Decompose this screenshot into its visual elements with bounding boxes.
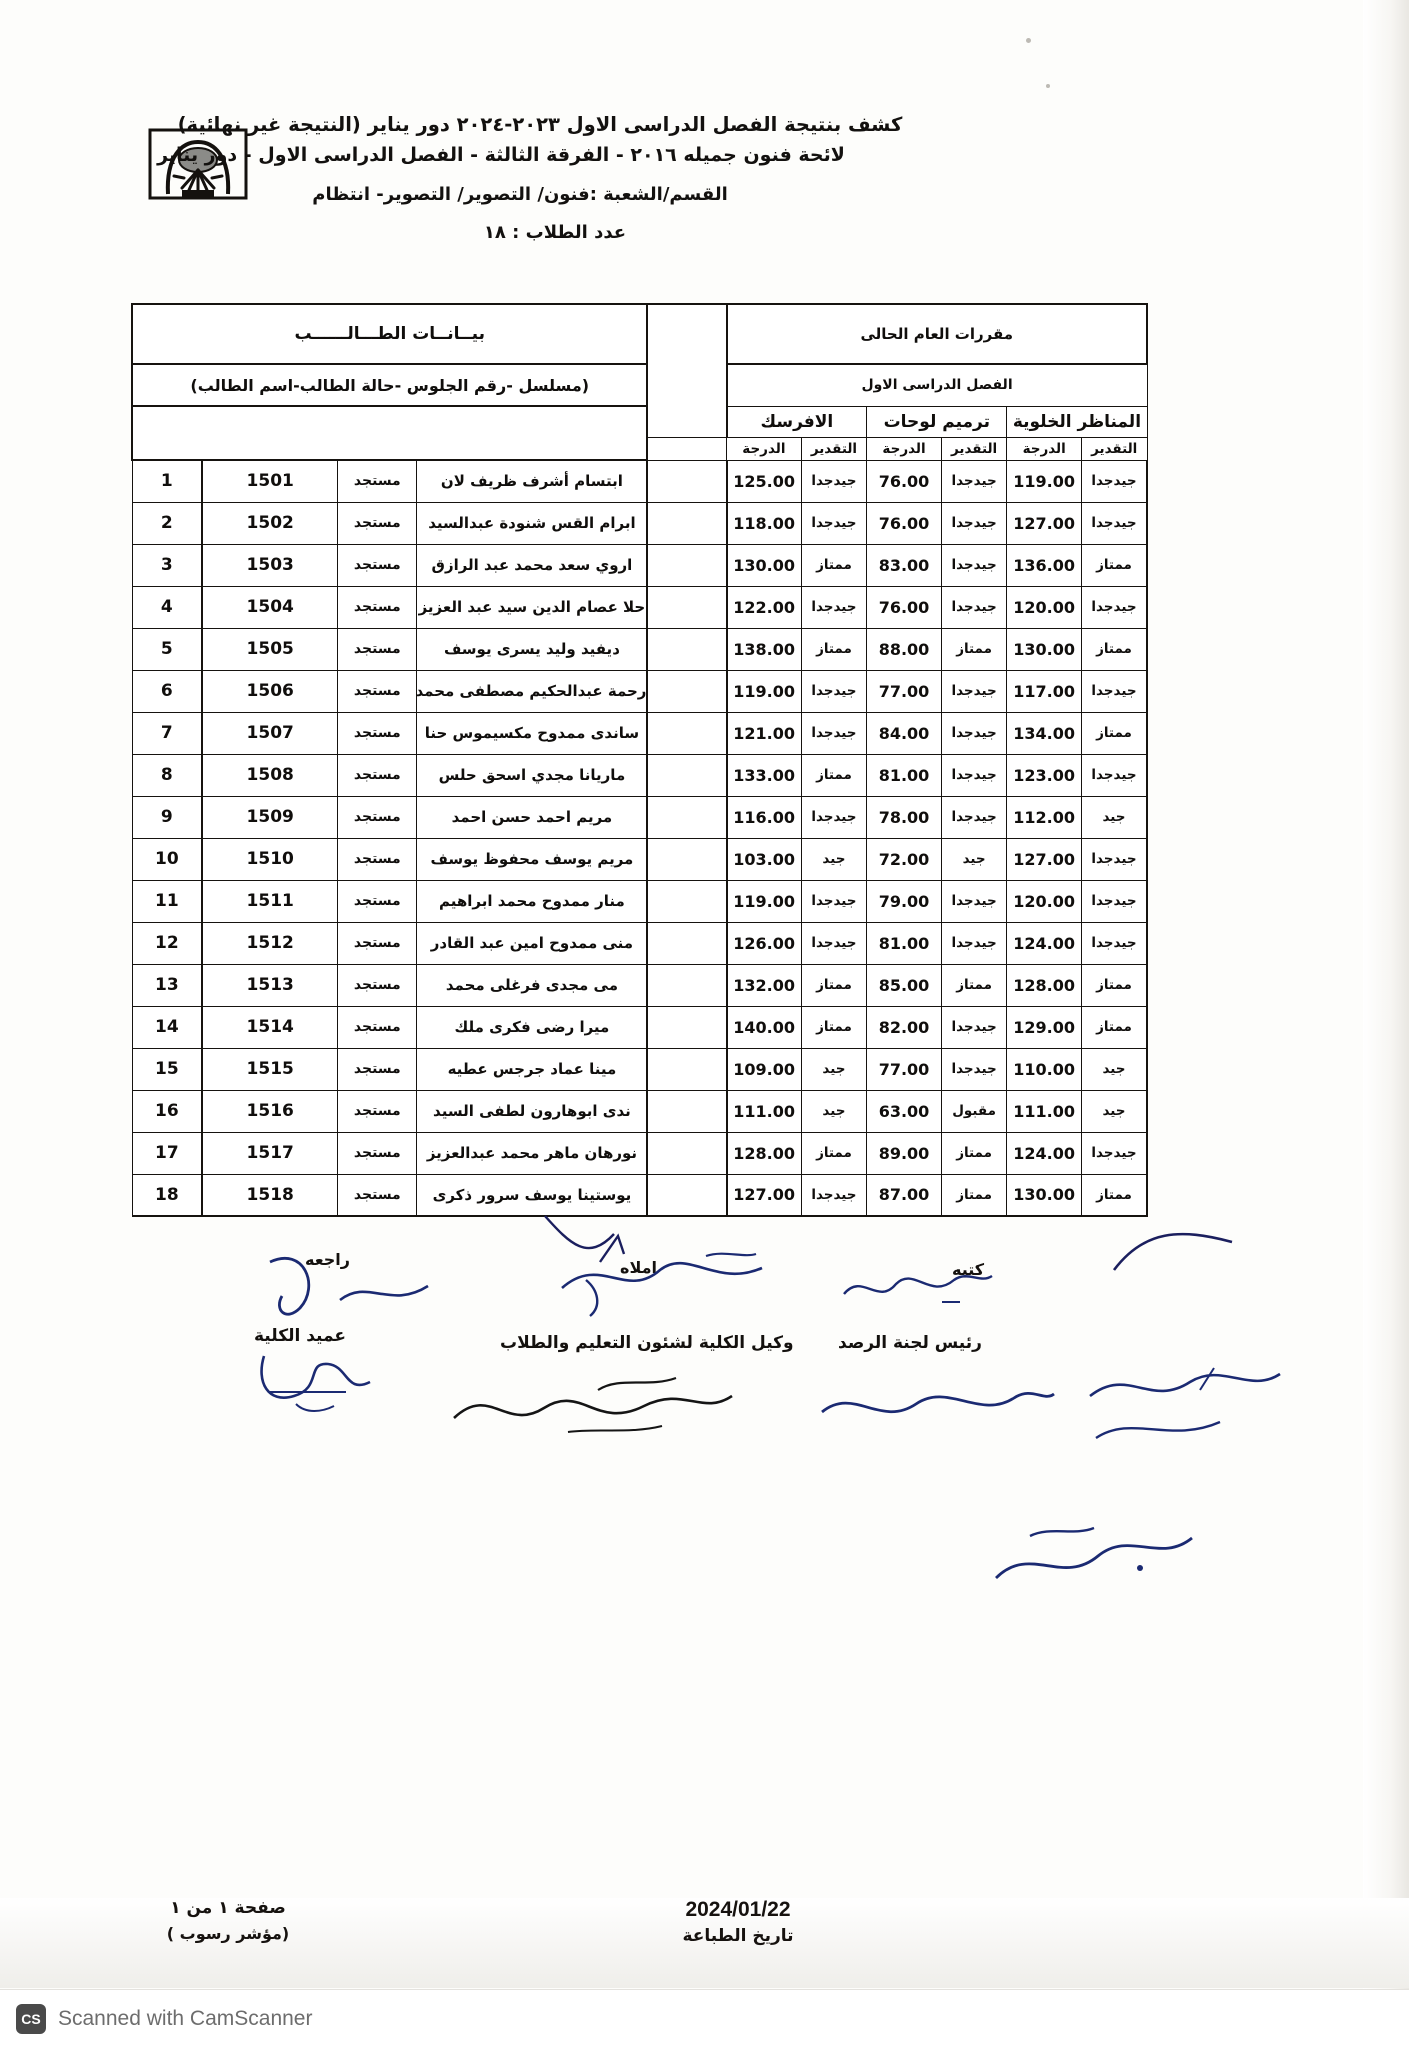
cell-grade-course3: جيد <box>801 1090 867 1132</box>
cell-grade-course2: ممتاز <box>941 964 1007 1006</box>
cell-grade-course3: جيد <box>801 1048 867 1090</box>
cell-grade-course1: جيدجدا <box>1081 460 1147 502</box>
document-header <box>0 112 1120 246</box>
cell-degree-course3: 130.00 <box>727 544 802 586</box>
cell-degree-course2: 87.00 <box>867 1174 942 1216</box>
scan-speck <box>1026 38 1031 43</box>
cell-grade-course2: ممتاز <box>941 1174 1007 1216</box>
cell-grade-course2: جيدجدا <box>941 712 1007 754</box>
cell-grade-course2: جيدجدا <box>941 544 1007 586</box>
header-spacer <box>647 304 726 437</box>
cell-degree-course2: 81.00 <box>867 754 942 796</box>
print-date-value: 2024/01/22 <box>685 1898 791 1921</box>
cell-seat-number: 1514 <box>202 1006 338 1048</box>
table-row <box>132 1090 1147 1132</box>
cell-spacer <box>647 1174 726 1216</box>
course-header-3: الافرسك <box>727 406 867 437</box>
cell-student-status: مستجد <box>338 754 417 796</box>
cell-student-name: مى مجدى فرغلى محمد <box>417 964 648 1006</box>
cell-grade-course1: جيد <box>1081 1090 1147 1132</box>
cell-student-name: مينا عماد جرجس عطيه <box>417 1048 648 1090</box>
cell-degree-course2: 84.00 <box>867 712 942 754</box>
cell-student-name: يوستينا يوسف سرور ذكرى <box>417 1174 648 1216</box>
signature-committee-head <box>580 1272 620 1322</box>
signature-label-committee-head: رئيس لجنة الرصد <box>838 1333 982 1353</box>
cell-degree-course1: 129.00 <box>1007 1006 1082 1048</box>
cell-grade-course2: جيدجدا <box>941 670 1007 712</box>
cell-seat-number: 1506 <box>202 670 338 712</box>
cell-row-index: 5 <box>132 628 202 670</box>
cell-grade-course2: مقبول <box>941 1090 1007 1132</box>
cell-grade-course1: جيدجدا <box>1081 754 1147 796</box>
cell-seat-number: 1505 <box>202 628 338 670</box>
course-header-2: ترميم لوحات <box>867 406 1007 437</box>
cell-seat-number: 1508 <box>202 754 338 796</box>
cell-student-name: ابرام القس شنودة عبدالسيد <box>417 502 648 544</box>
cell-degree-course3: 126.00 <box>727 922 802 964</box>
table-row <box>132 796 1147 838</box>
cell-grade-course1: جيدجدا <box>1081 502 1147 544</box>
cell-seat-number: 1510 <box>202 838 338 880</box>
cell-grade-course2: جيدجدا <box>941 502 1007 544</box>
cell-degree-course2: 76.00 <box>867 502 942 544</box>
cell-row-index: 4 <box>132 586 202 628</box>
cell-student-name: منار ممدوح محمد ابراهيم <box>417 880 648 922</box>
cell-grade-course3: ممتاز <box>801 964 867 1006</box>
group-header: مقررات العام الحالى <box>727 304 1147 364</box>
cell-spacer <box>647 1048 726 1090</box>
cell-seat-number: 1516 <box>202 1090 338 1132</box>
cell-row-index: 18 <box>132 1174 202 1216</box>
table-row <box>132 628 1147 670</box>
ink-annotation-right <box>1080 1360 1290 1470</box>
cell-seat-number: 1509 <box>202 796 338 838</box>
scan-speck <box>1046 84 1050 88</box>
signature-written-by <box>556 1248 796 1308</box>
cell-spacer <box>647 670 726 712</box>
cell-degree-course1: 130.00 <box>1007 628 1082 670</box>
cell-row-index: 2 <box>132 502 202 544</box>
cell-student-status: مستجد <box>338 628 417 670</box>
cell-degree-course3: 119.00 <box>727 670 802 712</box>
cell-spacer <box>647 838 726 880</box>
cell-degree-course3: 121.00 <box>727 712 802 754</box>
cell-grade-course1: ممتاز <box>1081 712 1147 754</box>
cell-degree-course1: 110.00 <box>1007 1048 1082 1090</box>
cell-student-name: ساندى ممدوح مكسيموس حنا <box>417 712 648 754</box>
ink-mark-stroke <box>1110 1228 1240 1288</box>
cell-spacer <box>647 1006 726 1048</box>
table-row <box>132 922 1147 964</box>
cell-student-status: مستجد <box>338 586 417 628</box>
cell-degree-course3: 103.00 <box>727 838 802 880</box>
table-row <box>132 1174 1147 1216</box>
cell-seat-number: 1517 <box>202 1132 338 1174</box>
cell-degree-course2: 76.00 <box>867 460 942 502</box>
cell-degree-course3: 138.00 <box>727 628 802 670</box>
cell-spacer <box>647 460 726 502</box>
cell-degree-course2: 85.00 <box>867 964 942 1006</box>
cell-student-status: مستجد <box>338 880 417 922</box>
cell-spacer <box>647 1132 726 1174</box>
cell-degree-course1: 136.00 <box>1007 544 1082 586</box>
cell-student-name: حلا عصام الدين سيد عبد العزيز <box>417 586 648 628</box>
cell-grade-course1: جيد <box>1081 796 1147 838</box>
cell-grade-course2: جيدجدا <box>941 460 1007 502</box>
cell-row-index: 7 <box>132 712 202 754</box>
table-row <box>132 880 1147 922</box>
scan-shadow-right <box>1363 0 1409 2048</box>
results-table-body <box>132 460 1147 1216</box>
cell-grade-course1: ممتاز <box>1081 1006 1147 1048</box>
table-row <box>132 586 1147 628</box>
cell-student-name: مريم احمد حسن احمد <box>417 796 648 838</box>
cell-grade-course2: جيدجدا <box>941 586 1007 628</box>
camscanner-logo-icon: CS <box>16 2004 46 2034</box>
cell-grade-course1: جيد <box>1081 1048 1147 1090</box>
cell-degree-course2: 82.00 <box>867 1006 942 1048</box>
table-row <box>132 1132 1147 1174</box>
cell-degree-course1: 111.00 <box>1007 1090 1082 1132</box>
cell-degree-course2: 72.00 <box>867 838 942 880</box>
cell-grade-course3: جيدجدا <box>801 586 867 628</box>
cell-degree-course1: 119.00 <box>1007 460 1082 502</box>
cell-student-status: مستجد <box>338 670 417 712</box>
cell-student-name: ندى ابوهارون لطفى السيد <box>417 1090 648 1132</box>
cell-grade-course3: ممتاز <box>801 628 867 670</box>
course-header-1: المناظر الخلوية <box>1007 406 1147 437</box>
cell-spacer <box>647 586 726 628</box>
student-count-line: عدد الطلاب : ١٨ <box>483 222 627 243</box>
cell-spacer <box>647 754 726 796</box>
cell-student-status: مستجد <box>338 712 417 754</box>
signature-label-reviewed-by: راجعه <box>305 1250 350 1269</box>
cell-degree-course1: 124.00 <box>1007 1132 1082 1174</box>
cell-seat-number: 1518 <box>202 1174 338 1216</box>
cell-student-name: رحمة عبدالحكيم مصطفى محمد <box>417 670 648 712</box>
cell-degree-course1: 117.00 <box>1007 670 1082 712</box>
table-row <box>132 712 1147 754</box>
cell-grade-course3: جيدجدا <box>801 712 867 754</box>
cell-degree-course2: 81.00 <box>867 922 942 964</box>
cell-grade-course2: جيدجدا <box>941 754 1007 796</box>
cell-degree-course1: 124.00 <box>1007 922 1082 964</box>
cell-row-index: 16 <box>132 1090 202 1132</box>
signature-vice-dean <box>448 1366 738 1446</box>
cell-row-index: 13 <box>132 964 202 1006</box>
cell-row-index: 12 <box>132 922 202 964</box>
signature-label-written-by: كتبه <box>952 1260 985 1279</box>
cell-row-index: 1 <box>132 460 202 502</box>
cell-student-name: اروي سعد محمد عبد الرازق <box>417 544 648 586</box>
cell-student-name: منى ممدوح امين عبد القادر <box>417 922 648 964</box>
cell-degree-course1: 134.00 <box>1007 712 1082 754</box>
cell-grade-course1: ممتاز <box>1081 628 1147 670</box>
cell-spacer <box>647 712 726 754</box>
signature-reviewed-by <box>260 1252 460 1322</box>
print-date-block <box>628 1898 848 1946</box>
student-header-line1: بيــانــات الطـــالــــــب <box>132 304 647 364</box>
camscanner-label: Scanned with CamScanner <box>58 2007 313 2030</box>
cell-grade-course2: ممتاز <box>941 1132 1007 1174</box>
cell-seat-number: 1513 <box>202 964 338 1006</box>
cell-row-index: 15 <box>132 1048 202 1090</box>
cell-grade-course1: ممتاز <box>1081 1174 1147 1216</box>
cell-grade-course1: ممتاز <box>1081 544 1147 586</box>
cell-row-index: 8 <box>132 754 202 796</box>
cell-seat-number: 1515 <box>202 1048 338 1090</box>
cell-grade-course2: جيدجدا <box>941 880 1007 922</box>
cell-student-name: نورهان ماهر محمد عبدالعزيز <box>417 1132 648 1174</box>
cell-student-status: مستجد <box>338 1132 417 1174</box>
cell-row-index: 10 <box>132 838 202 880</box>
table-row <box>132 460 1147 502</box>
degree-label-1: الدرجة <box>1007 437 1082 460</box>
table-row <box>132 1006 1147 1048</box>
cell-row-index: 6 <box>132 670 202 712</box>
cell-degree-course1: 120.00 <box>1007 880 1082 922</box>
header-title-line1: كشف بنتيجة الفصل الدراسى الاول ٢٠٢٣-٢٠٢٤ دور يناير (النتيجة غير نهائية) <box>177 113 903 136</box>
degree-label-2: الدرجة <box>867 437 942 460</box>
cell-row-index: 11 <box>132 880 202 922</box>
cell-seat-number: 1503 <box>202 544 338 586</box>
table-row <box>132 964 1147 1006</box>
cell-seat-number: 1502 <box>202 502 338 544</box>
degree-label-3: الدرجة <box>727 437 802 460</box>
cell-student-name: ماريانا مجدي اسحق حلس <box>417 754 648 796</box>
cell-degree-course1: 112.00 <box>1007 796 1082 838</box>
cell-degree-course1: 128.00 <box>1007 964 1082 1006</box>
cell-grade-course2: ممتاز <box>941 628 1007 670</box>
cell-student-status: مستجد <box>338 1174 417 1216</box>
cell-student-name: ديفيد وليد يسرى يوسف <box>417 628 648 670</box>
cell-row-index: 17 <box>132 1132 202 1174</box>
cell-grade-course3: ممتاز <box>801 754 867 796</box>
cell-student-name: مريم يوسف محفوظ يوسف <box>417 838 648 880</box>
cell-grade-course1: جيدجدا <box>1081 586 1147 628</box>
department-line: القسم/الشعبة :فنون/ التصوير/ التصوير- انتظام <box>312 184 728 205</box>
cell-spacer <box>647 544 726 586</box>
cell-degree-course3: 118.00 <box>727 502 802 544</box>
cell-grade-course1: جيدجدا <box>1081 670 1147 712</box>
cell-student-name: ابتسام أشرف ظريف لان <box>417 460 648 502</box>
cell-student-status: مستجد <box>338 502 417 544</box>
table-row <box>132 670 1147 712</box>
cell-spacer <box>647 880 726 922</box>
cell-student-status: مستجد <box>338 1090 417 1132</box>
cell-grade-course3: جيدجدا <box>801 460 867 502</box>
cell-degree-course1: 127.00 <box>1007 502 1082 544</box>
cell-row-index: 9 <box>132 796 202 838</box>
cell-spacer <box>647 1090 726 1132</box>
cell-degree-course1: 120.00 <box>1007 586 1082 628</box>
group-subheader: الفصل الدراسى الاول <box>727 364 1147 406</box>
cell-degree-course3: 132.00 <box>727 964 802 1006</box>
results-table <box>131 303 1148 1217</box>
cell-grade-course1: جيدجدا <box>1081 1132 1147 1174</box>
cell-grade-course3: ممتاز <box>801 1006 867 1048</box>
cell-grade-course3: جيدجدا <box>801 880 867 922</box>
cell-seat-number: 1512 <box>202 922 338 964</box>
cell-row-index: 14 <box>132 1006 202 1048</box>
signature-label-dictated-by: املاه <box>620 1258 657 1277</box>
table-row <box>132 502 1147 544</box>
signature-label-vice-dean: وكيل الكلية لشئون التعليم والطلاب <box>500 1333 794 1353</box>
cell-grade-course1: ممتاز <box>1081 964 1147 1006</box>
cell-degree-course3: 119.00 <box>727 880 802 922</box>
grade-label-1: التقدير <box>1081 437 1147 460</box>
cell-grade-course1: جيدجدا <box>1081 922 1147 964</box>
cell-degree-course3: 109.00 <box>727 1048 802 1090</box>
cell-degree-course1: 130.00 <box>1007 1174 1082 1216</box>
student-header-blank <box>132 406 647 460</box>
cell-grade-course3: جيدجدا <box>801 502 867 544</box>
table-row <box>132 838 1147 880</box>
cell-degree-course2: 88.00 <box>867 628 942 670</box>
table-row <box>132 754 1147 796</box>
cell-degree-course2: 89.00 <box>867 1132 942 1174</box>
cell-grade-course2: جيد <box>941 838 1007 880</box>
cell-grade-course3: جيد <box>801 838 867 880</box>
cell-spacer <box>647 796 726 838</box>
cell-grade-course1: جيدجدا <box>1081 838 1147 880</box>
cell-student-status: مستجد <box>338 544 417 586</box>
page-label: صفحة ١ من ١ <box>170 1898 286 1918</box>
cell-spacer <box>647 964 726 1006</box>
cell-grade-course3: ممتاز <box>801 544 867 586</box>
cell-student-status: مستجد <box>338 796 417 838</box>
cell-grade-course2: جيدجدا <box>941 1006 1007 1048</box>
cell-grade-course3: جيدجدا <box>801 796 867 838</box>
signature-dean <box>250 1348 400 1418</box>
ink-annotation-lower <box>990 1520 1200 1600</box>
cell-grade-course2: جيدجدا <box>941 1048 1007 1090</box>
cell-seat-number: 1504 <box>202 586 338 628</box>
cell-degree-course2: 76.00 <box>867 586 942 628</box>
cell-student-status: مستجد <box>338 838 417 880</box>
cell-degree-course3: 125.00 <box>727 460 802 502</box>
cell-grade-course3: جيدجدا <box>801 922 867 964</box>
grade-label-3: التقدير <box>801 437 867 460</box>
cell-student-status: مستجد <box>338 460 417 502</box>
cell-spacer <box>647 502 726 544</box>
header-spacer-2 <box>647 437 726 460</box>
cell-degree-course2: 77.00 <box>867 1048 942 1090</box>
cell-spacer <box>647 628 726 670</box>
header-title-line2: لائحة فنون جميله ٢٠١٦ - الفرقة الثالثة - الفصل الدراسى الاول - دور يناير <box>157 144 845 166</box>
cell-row-index: 3 <box>132 544 202 586</box>
cell-degree-course3: 116.00 <box>727 796 802 838</box>
cell-student-status: مستجد <box>338 964 417 1006</box>
camscanner-watermark-bar <box>0 1989 1409 2048</box>
cell-degree-course3: 133.00 <box>727 754 802 796</box>
cell-degree-course3: 140.00 <box>727 1006 802 1048</box>
cell-grade-course2: جيدجدا <box>941 796 1007 838</box>
cell-degree-course1: 127.00 <box>1007 838 1082 880</box>
cell-grade-course3: جيدجدا <box>801 1174 867 1216</box>
cell-grade-course3: جيدجدا <box>801 670 867 712</box>
table-row <box>132 1048 1147 1090</box>
table-row <box>132 544 1147 586</box>
print-date-label: تاريخ الطباعة <box>682 1926 794 1946</box>
cell-student-status: مستجد <box>338 922 417 964</box>
cell-student-name: ميرا رضى فكرى ملك <box>417 1006 648 1048</box>
cell-degree-course2: 77.00 <box>867 670 942 712</box>
cell-degree-course2: 63.00 <box>867 1090 942 1132</box>
signature-label-dean: عميد الكلية <box>254 1326 346 1346</box>
cell-degree-course3: 111.00 <box>727 1090 802 1132</box>
cell-seat-number: 1507 <box>202 712 338 754</box>
cell-grade-course3: ممتاز <box>801 1132 867 1174</box>
cell-student-status: مستجد <box>338 1006 417 1048</box>
cell-grade-course1: جيدجدا <box>1081 880 1147 922</box>
grade-label-2: التقدير <box>941 437 1007 460</box>
cell-degree-course3: 128.00 <box>727 1132 802 1174</box>
cell-degree-course3: 122.00 <box>727 586 802 628</box>
cell-degree-course2: 83.00 <box>867 544 942 586</box>
signature-stamp-line <box>818 1372 1058 1442</box>
cell-seat-number: 1501 <box>202 460 338 502</box>
page-info-block <box>118 1898 338 1943</box>
cell-degree-course2: 78.00 <box>867 796 942 838</box>
cell-degree-course3: 127.00 <box>727 1174 802 1216</box>
cell-degree-course1: 123.00 <box>1007 754 1082 796</box>
cell-grade-course2: جيدجدا <box>941 922 1007 964</box>
cell-degree-course2: 79.00 <box>867 880 942 922</box>
fail-indicator-note: (مؤشر رسوب ) <box>166 1924 290 1943</box>
cell-student-status: مستجد <box>338 1048 417 1090</box>
cell-spacer <box>647 922 726 964</box>
student-header-line2: (مسلسل -رقم الجلوس -حالة الطالب-اسم الطالب) <box>132 364 647 406</box>
cell-seat-number: 1511 <box>202 880 338 922</box>
